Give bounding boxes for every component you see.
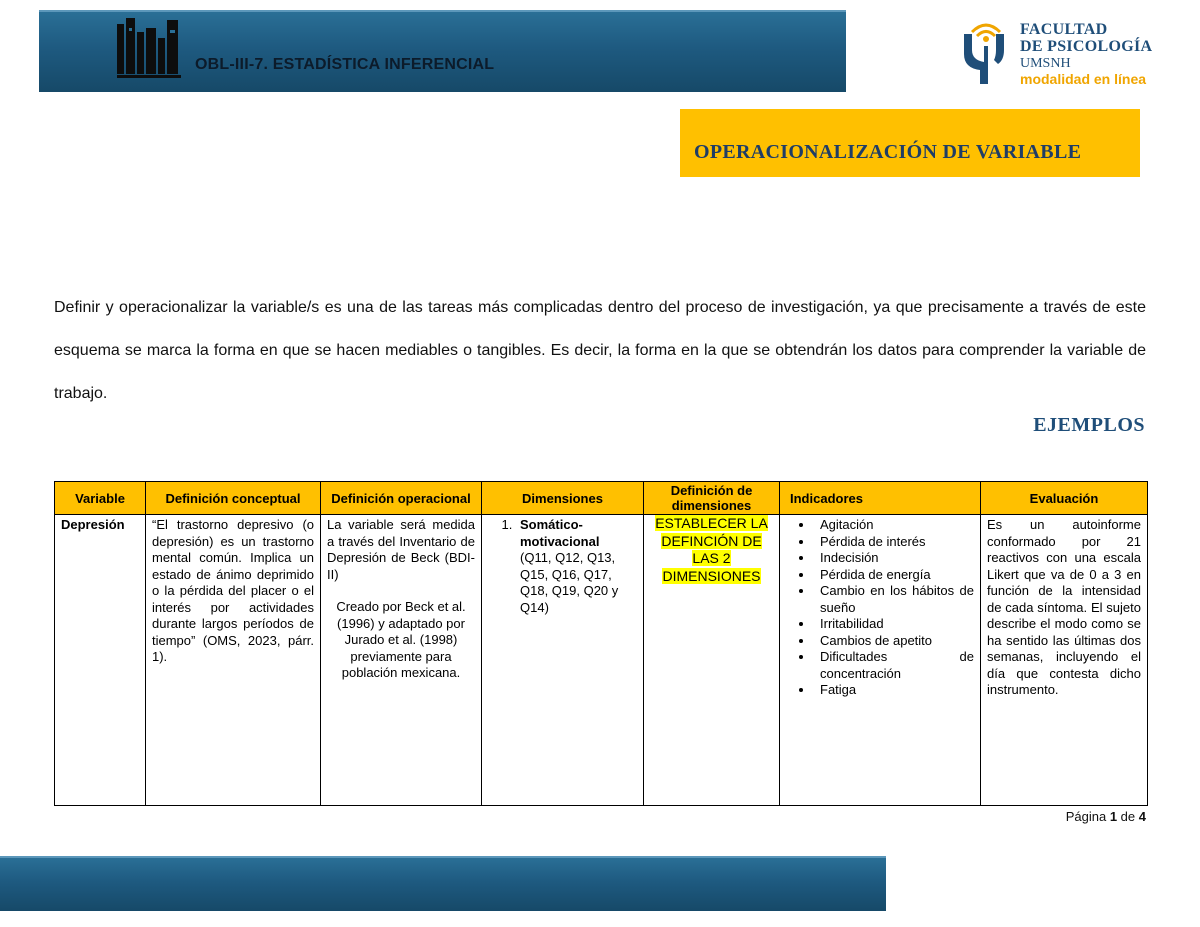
logo-line-4: modalidad en línea [1020,71,1147,87]
operational-text-2: Creado por Beck et al. (1996) y adaptado por Jurado et al. (1998) previamente para población mexicana. [336,599,466,680]
header-indicators: Indicadores [780,482,981,515]
dimension-definition-highlight: ESTABLECER LA DEFINCIÓN DE LAS 2 DIMENSIONES [655,515,768,584]
cell-evaluation: Es un autoinforme conformado por 21 reactivos con una escala Likert que va de 0 a 3 en función de la intensidad de cada síntoma. El sujeto describe el modo como se ha sentido las últimas dos semanas, incluyendo el día que contesta dicho instrumento. [981,515,1148,806]
operationalization-table [54,481,1148,806]
cell-conceptual: “El trastorno depresivo (o depresión) es un trastorno mental común. Implica un estado de ánimo deprimido o la pérdida del placer o el interés por actividades durante largos períodos de tiempo” (OMS, 2023, párr. 1). [146,515,321,806]
list-item: • Fatiga [814,682,974,699]
page-word: Página [1065,809,1107,824]
dimensions-list [488,517,637,616]
cell-operational [321,515,482,806]
list-item: • Cambio en los hábitos de sueño [814,583,974,616]
dimension-name: Somático-motivacional [520,517,600,549]
header-evaluation: Evaluación [981,482,1148,515]
table-header-row [55,482,1148,515]
books-icon [117,18,181,78]
list-item: • Pérdida de interés [814,534,974,551]
dimension-items: (Q11, Q12, Q13, Q15, Q16, Q17, Q18, Q19, Q20 y Q14) [520,550,619,615]
list-item: • Irritabilidad [814,616,974,633]
cell-variable: Depresión [55,515,146,806]
list-item: • Pérdida de energía [814,567,974,584]
page-total: 4 [1138,809,1146,824]
page-number [1066,809,1146,824]
table-row [55,515,1148,806]
list-item: • Agitación [814,517,974,534]
cell-dimension-definition [644,515,780,806]
header-variable: Variable [55,482,146,515]
list-item: • Indecisión [814,550,974,567]
cell-indicators [780,515,981,806]
logo-line-3: UMSNH [1020,56,1071,71]
operational-text-1: La variable será medida a través del Inventario de Depresión de Beck (BDI-II) [327,517,475,582]
header-operational: Definición operacional [321,482,482,515]
page-separator: de [1120,809,1136,824]
header-dimensions: Dimensiones [482,482,644,515]
list-item: • Dificultades de concentración [814,649,974,682]
header-conceptual: Definición conceptual [146,482,321,515]
section-title: OPERACIONALIZACIÓN DE VARIABLE [694,141,1082,163]
list-item [516,517,637,616]
intro-paragraph: Definir y operacionalizar la variable/s es una de las tareas más complicadas dentro del proceso de investigación, ya que precisamente a través de este esquema se marca la forma en que se hacen mediables o tangibles. Es decir, la forma en la que se obtendrán los datos para comprender la variable de trabajo. [54,299,1146,402]
examples-heading: EJEMPLOS [1033,414,1145,436]
cell-dimensions [482,515,644,806]
header-dimension-definition: Definición de dimensiones [644,482,780,515]
footer-band [0,856,886,911]
list-item: • Cambios de apetito [814,633,974,650]
indicators-list [786,517,974,699]
section-title-box [680,109,1140,177]
logo-text [1020,22,1152,86]
page-current: 1 [1109,809,1118,824]
logo-line-1: FACULTAD [1020,21,1108,38]
document-code: OBL-III-7. ESTADÍSTICA INFERENCIAL [195,56,495,73]
logo-line-2: DE PSICOLOGÍA [1020,38,1153,55]
